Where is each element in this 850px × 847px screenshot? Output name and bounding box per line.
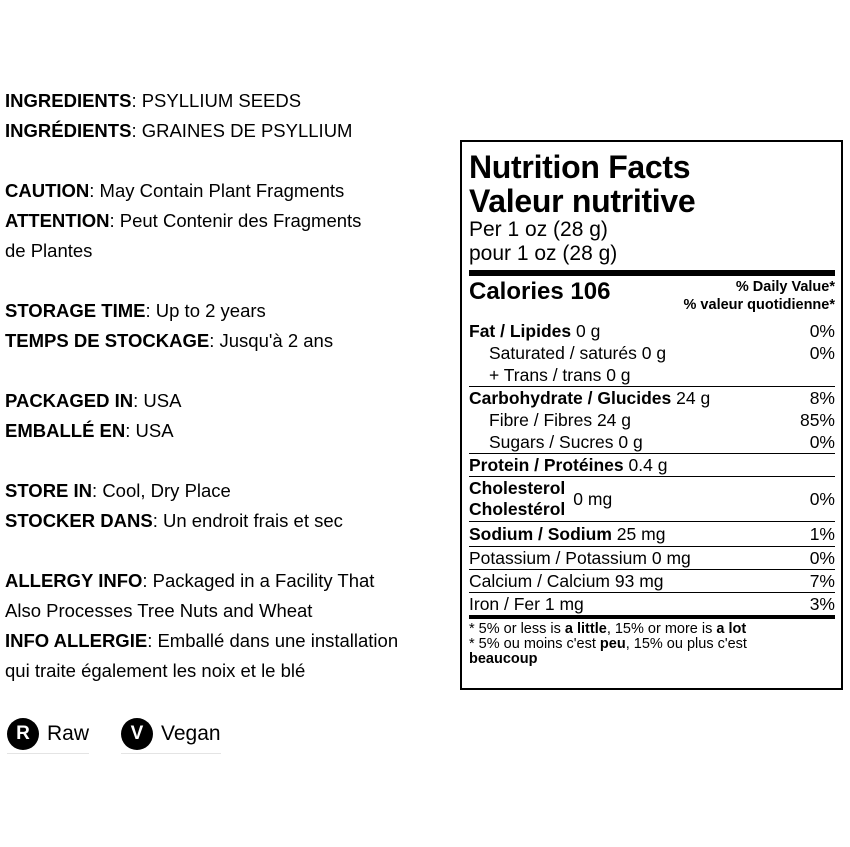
sodium-row: Sodium / Sodium 25 mg 1% bbox=[469, 521, 835, 546]
calories-row bbox=[469, 276, 835, 320]
store-en: STORE IN: Cool, Dry Place bbox=[5, 480, 231, 501]
raw-badge bbox=[7, 718, 89, 754]
trans-row: + Trans / trans 0 g bbox=[489, 364, 631, 385]
calories: Calories 106 bbox=[469, 278, 611, 305]
store-fr: STOCKER DANS: Un endroit frais et sec bbox=[5, 510, 343, 531]
footnote-en: * 5% or less is a little, 15% or more is a lot bbox=[469, 621, 747, 637]
ingredients-en: INGREDIENTS: PSYLLIUM SEEDS bbox=[5, 90, 302, 111]
allergy-fr-cont: qui traite également les noix et le blé bbox=[5, 660, 306, 681]
packaged-en: PACKAGED IN: USA bbox=[5, 390, 182, 411]
caution-fr: ATTENTION: Peut Contenir des Fragments bbox=[5, 210, 362, 231]
nutrition-title-fr: Valeur nutritive bbox=[469, 183, 696, 219]
footnote-fr: * 5% ou moins c'est peu, 15% ou plus c'est beaucoup bbox=[469, 636, 747, 667]
storage-fr: TEMPS DE STOCKAGE: Jusqu'à 2 ans bbox=[5, 330, 334, 351]
potassium-row: Potassium / Potassium 0 mg 0% bbox=[469, 547, 835, 568]
serving-size-fr: pour 1 oz (28 g) bbox=[469, 242, 618, 265]
cholesterol-row: Cholesterol Cholestérol 0 mg 0% bbox=[469, 478, 835, 519]
raw-icon: R bbox=[7, 718, 39, 750]
vegan-icon: V bbox=[121, 718, 153, 750]
caution-fr-cont: de Plantes bbox=[5, 240, 93, 261]
nutrition-facts-table bbox=[460, 140, 843, 690]
serving-size-en: Per 1 oz (28 g) bbox=[469, 218, 608, 241]
protein-row: Protein / Protéines 0.4 g bbox=[469, 453, 835, 476]
allergy-en: ALLERGY INFO: Packaged in a Facility That bbox=[5, 570, 375, 591]
saturated-row: Saturated / saturés 0 g 0% bbox=[489, 342, 835, 363]
raw-label: Raw bbox=[47, 722, 90, 745]
storage-en: STORAGE TIME: Up to 2 years bbox=[5, 300, 266, 321]
daily-value-header: % Daily Value* % valeur quotidienne* bbox=[683, 279, 835, 313]
vegan-badge bbox=[121, 718, 221, 754]
packaged-fr: EMBALLÉ EN: USA bbox=[5, 420, 174, 441]
vegan-label: Vegan bbox=[161, 722, 221, 745]
fat-row: Fat / Lipides 0 g 0% bbox=[469, 320, 835, 341]
nutrition-title-en: Nutrition Facts bbox=[469, 149, 691, 185]
footnote bbox=[469, 615, 835, 667]
product-info bbox=[5, 86, 460, 686]
iron-row: Iron / Fer 1 mg 3% bbox=[469, 593, 835, 614]
allergy-fr: INFO ALLERGIE: Emballé dans une installation bbox=[5, 630, 399, 651]
caution-en: CAUTION: May Contain Plant Fragments bbox=[5, 180, 345, 201]
ingredients-fr: INGRÉDIENTS: GRAINES DE PSYLLIUM bbox=[5, 120, 353, 141]
fibre-row: Fibre / Fibres 24 g 85% bbox=[489, 409, 835, 430]
calcium-row: Calcium / Calcium 93 mg 7% bbox=[469, 570, 835, 591]
allergy-en-cont: Also Processes Tree Nuts and Wheat bbox=[5, 600, 313, 621]
sugars-row: Sugars / Sucres 0 g 0% bbox=[489, 431, 835, 452]
carbohydrate-row: Carbohydrate / Glucides 24 g 8% bbox=[469, 387, 835, 408]
diet-badges bbox=[7, 718, 221, 754]
